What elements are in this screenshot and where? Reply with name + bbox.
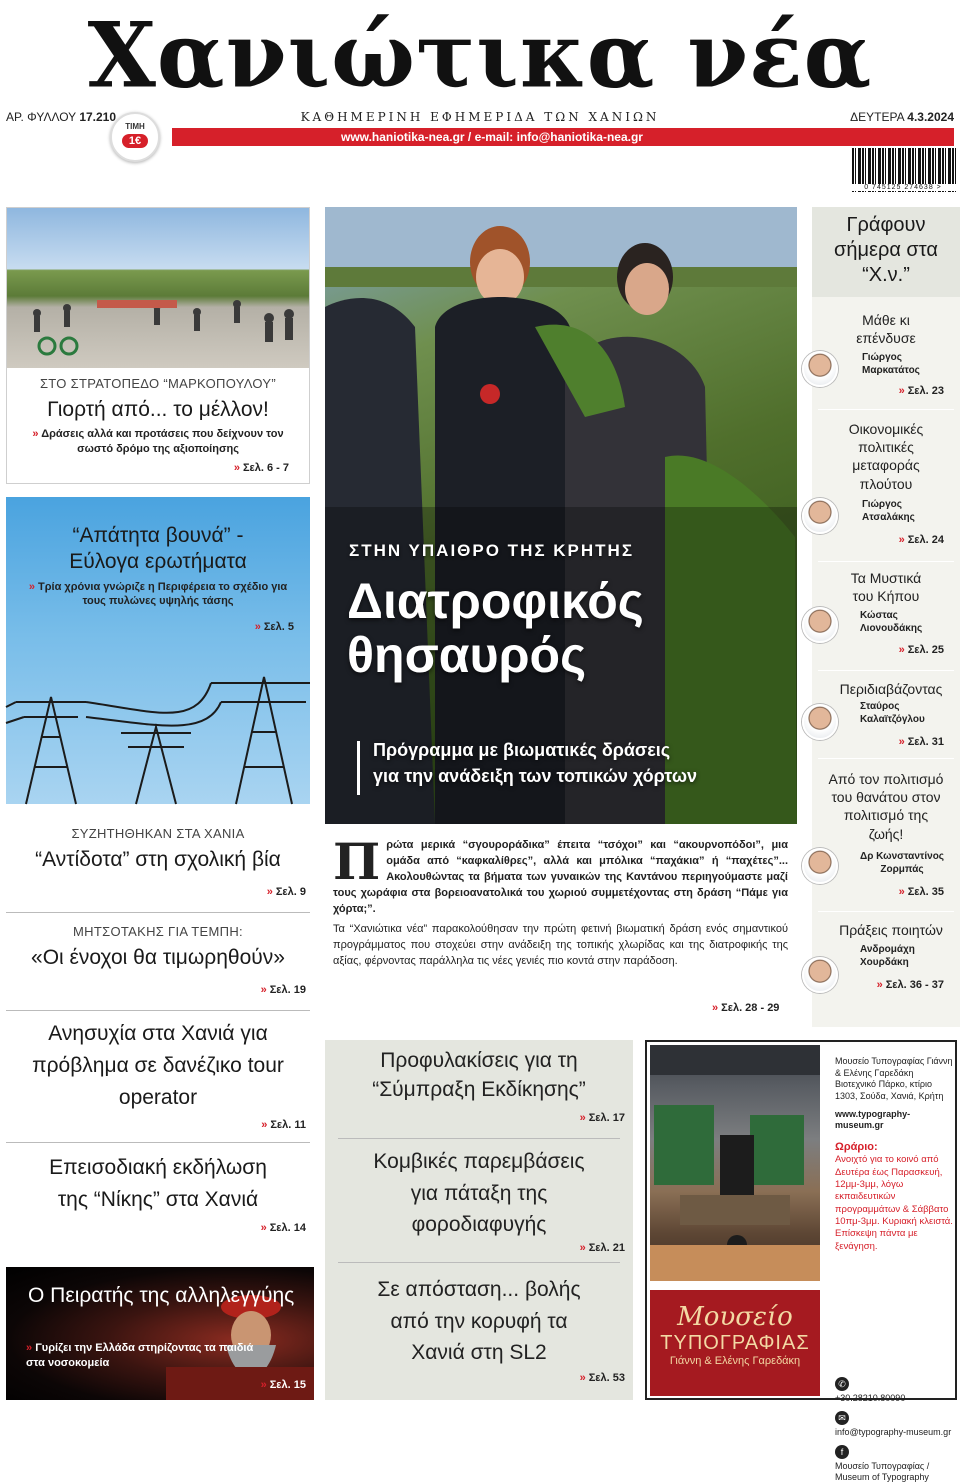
museum-url[interactable]: www.typography-museum.gr (835, 1108, 911, 1131)
opinion-author: Γιώργος Ατσαλάκης (862, 499, 915, 523)
opinion-head[interactable]: Τα Μυστικά του Κήπου (850, 570, 922, 605)
page-ref[interactable]: » Σελ. 19 (260, 984, 306, 996)
author-avatar (802, 351, 838, 387)
author-avatar (802, 848, 838, 884)
hero-page-ref[interactable]: » Σελ. 28 - 29 (712, 1002, 780, 1014)
museum-brand (650, 1290, 820, 1396)
hero-title-line2: θησαυρός (347, 626, 587, 683)
story-school-violence[interactable] (6, 826, 310, 910)
opinion-head[interactable]: Μάθε κι επένδυσε (856, 312, 916, 347)
sidebar-divider (818, 561, 954, 562)
museum-phone[interactable]: +30.28210.80090 (835, 1393, 906, 1404)
page-ref[interactable]: » Σελ. 9 (266, 886, 306, 898)
hours-title: Ωράριο: (835, 1141, 878, 1154)
hero-story[interactable] (325, 207, 797, 824)
page-ref[interactable]: » Σελ. 23 (898, 385, 944, 397)
issue-date (850, 110, 954, 124)
hero-sub-bar (357, 741, 360, 795)
story-kicker: ΣΥΖΗΤΗΘΗΚΑΝ ΣΤΑ ΧΑΝΙΑ (71, 826, 245, 841)
hero-title[interactable] (347, 575, 644, 682)
email-icon: ✉ (835, 1411, 849, 1425)
page-ref[interactable]: » Σελ. 25 (898, 644, 944, 656)
story-headline[interactable]: Ο Πειρατής της αλληλεγγύης (28, 1284, 295, 1307)
page-ref[interactable]: » Σελ. 6 - 7 (233, 462, 289, 474)
opinion-author: Ανδρομάχη Χουρδάκη (860, 944, 915, 968)
hero-lead: ρώτα μερικά “σγουροράδικα” έπειτα “τσόχοι” και “ακουρνοπόδοι”, μια ομάδα από “καφκαλίθρες”, αλλά και μπόλικα “παχάκια” ή “παχέτες”... Ακολουθώντας τα βήματα των γυναικών της Καντάνου περιηγούμαστε μαζί τους χωράφια στα βορειοανατολικά του χωριού συμμετέχοντας στη δράση “Πάμε για χόρτα;”. (333, 839, 788, 915)
brief-item[interactable] (325, 1046, 633, 1132)
story-headline[interactable]: «Οι ένοχοι θα τιμωρηθούν» (31, 946, 285, 969)
opinion-item[interactable] (812, 569, 960, 664)
story-sub: » Δράσεις αλλά και προτάσεις που δείχνουν τον σωστό δρόμο της αξιοποίησης (32, 428, 284, 456)
brief-head[interactable]: Προφυλακίσεις για τη “Σύμπραξη Εκδίκησης” (372, 1049, 586, 1102)
price-label: ΤΙΜΗ (125, 122, 145, 131)
opinion-author: Γιώργος Μαρκατάτος (862, 352, 920, 376)
museum-facebook[interactable]: Μουσείο Τυπογραφίας / Museum of Typography (835, 1460, 930, 1483)
page-ref[interactable]: » Σελ. 14 (260, 1222, 306, 1234)
opinion-author: Σταύρος Καλαϊτζόγλου (860, 701, 925, 725)
sidebar-title: Γράφουν σήμερα στα “Χ.ν.” (812, 207, 960, 297)
opinion-item[interactable] (812, 420, 960, 555)
divider (6, 1010, 310, 1011)
author-avatar (802, 607, 838, 643)
author-avatar (802, 498, 838, 534)
opinion-head[interactable]: Οικονομικές πολιτικές μεταφοράς πλούτου (848, 421, 924, 492)
story-tempi[interactable] (6, 924, 310, 1006)
date-day: ΔΕΥΤΕΡΑ (850, 110, 904, 124)
page-ref[interactable]: » Σελ. 5 (254, 621, 294, 633)
brief-item[interactable] (325, 1146, 633, 1258)
story-headline[interactable]: Ανησυχία στα Χανιά για πρόβλημα σε δανέζικο tour operator (32, 1022, 284, 1109)
issue-value: 17.210 (79, 110, 117, 124)
opinion-item[interactable] (812, 770, 960, 905)
phone-icon: ✆ (835, 1377, 849, 1391)
web-contact[interactable]: www.haniotika-nea.gr / e-mail: info@haniotika-nea.gr (341, 130, 643, 144)
page-ref[interactable]: » Σελ. 24 (898, 534, 944, 546)
story-headline[interactable]: “Αντίδοτα” στη σχολική βία (35, 848, 281, 871)
date-value: 4.3.2024 (907, 110, 954, 124)
story-niki-event[interactable] (6, 1152, 310, 1244)
museum-email[interactable]: info@typography-museum.gr (835, 1426, 952, 1437)
story-kicker: ΣΤΟ ΣΤΡΑΤΟΠΕΔΟ “ΜΑΡΚΟΠΟΥΛΟΥ” (39, 376, 277, 391)
hero-body: Τα “Χανιώτικα νέα” παρακολούθησαν την πρώτη φετινή βιωματική δράση ενός σημαντικού προγράμματος που στοχεύει στην ανάδειξη της τοπικής χλωρίδας και της διατροφικής της αξίας, φέρνοντας παράλληλα τις νέες γενιές πιο κοντά στην παράδοση. (333, 922, 788, 967)
facebook-icon: f (835, 1445, 849, 1459)
opinion-author: Κώστας Λιονουδάκης (860, 610, 923, 634)
page-ref[interactable]: » Σελ. 35 (898, 886, 944, 898)
opinion-head[interactable]: Πράξεις ποιητών (839, 922, 943, 938)
sidebar-divider (818, 670, 954, 671)
masthead-logo: Χανιώτικα νέα (87, 1, 873, 109)
story-pylons[interactable] (6, 497, 310, 804)
page-ref[interactable]: » Σελ. 11 (261, 1119, 306, 1131)
opinion-item[interactable] (812, 311, 960, 401)
brand-name: ΤΥΠΟΓΡΑΦΙΑΣ (660, 1332, 810, 1354)
opinion-author: Δρ Κωνσταντίνος Ζορμπάς (860, 851, 944, 875)
divider (6, 912, 310, 913)
divider (338, 1138, 620, 1139)
story-sub: » Τρία χρόνια γνώριζε η Περιφέρεια το σχέδιο για τους πυλώνες υψηλής τάσης (28, 580, 288, 608)
museum-photo (650, 1045, 820, 1281)
masthead-tagline: ΚΑΘΗΜΕΡΙΝΗ ΕΦΗΜΕΡΙΔΑ ΤΩΝ ΧΑΝΙΩΝ (300, 110, 660, 124)
story-headline[interactable]: Γιορτή από... το μέλλον! (47, 398, 269, 421)
pylons-illustration (6, 497, 310, 804)
story-tour-operator[interactable] (6, 1018, 310, 1138)
divider (6, 1142, 310, 1143)
story-headline[interactable]: “Απάτητα βουνά” - Εύλογα ερωτήματα (69, 524, 247, 574)
brief-head[interactable]: Σε απόσταση... βολής από την κορυφή τα Χανιά στη SL2 (377, 1278, 581, 1364)
author-avatar (802, 704, 838, 740)
author-avatar (802, 957, 838, 993)
page-ref[interactable]: » Σελ. 21 (579, 1242, 625, 1254)
page-ref[interactable]: » Σελ. 17 (579, 1112, 625, 1124)
brief-item[interactable] (325, 1274, 633, 1394)
brand-script: Μουσείο (677, 1302, 793, 1332)
page-ref[interactable]: » Σελ. 31 (898, 736, 944, 748)
festival-photo (7, 208, 309, 368)
hours-text: Ανοιχτό για το κοινό από Δευτέρα έως Παρασκευή, 12μμ-3μμ, λόγω εκπαιδευτικών προγραμμάτων & Σάββατο 10πμ-3μμ. Κυριακή κλειστά. Επίσκεψη πάντα με ξενάγηση. (835, 1154, 953, 1252)
opinion-item[interactable] (812, 680, 960, 750)
hero-kicker: ΣΤΗΝ ΥΠΑΙΘΡΟ ΤΗΣ ΚΡΗΤΗΣ (349, 541, 635, 560)
story-pirate[interactable] (6, 1267, 314, 1400)
opinion-head[interactable]: Από τον πολιτισμό του θανάτου στον πολιτισμό της ζωής! (828, 771, 944, 842)
brand-family: Γιάννη & Ελένης Γαρεδάκη (669, 1355, 801, 1367)
sidebar-divider (818, 758, 954, 759)
museum-address: Μουσείο Τυπογραφίας Γιάννη & Ελένης Γαρεδάκη Βιοτεχνικό Πάρκο, κτίριο 1303, Σούδα, Χανιά, Κρήτη (835, 1056, 953, 1102)
museum-info (835, 1056, 953, 1484)
page-ref[interactable]: » Σελ. 15 (260, 1379, 306, 1391)
hero-article-text (333, 832, 788, 970)
issue-label: ΑΡ. ΦΥΛΛΟΥ (6, 110, 76, 124)
sidebar-divider (818, 911, 954, 912)
opinion-item[interactable] (812, 921, 960, 1001)
hero-title-line1: Διατροφικός (347, 573, 644, 629)
hero-subtitle: Πρόγραμμα με βιωματικές δράσεις για την ανάδειξη των τοπικών χόρτων (373, 740, 698, 787)
story-headline[interactable]: Επεισοδιακή εκδήλωση της “Νίκης” στα Χανιά (49, 1156, 267, 1211)
story-kicker: ΜΗΤΣΟΤΑΚΗΣ ΓΙΑ ΤΕΜΠΗ: (73, 924, 243, 939)
price-value: 1€ (122, 134, 148, 148)
story-sub: » Γυρίζει την Ελλάδα στηρίζοντας τα παιδιά στα νοσοκομεία (26, 1342, 254, 1369)
opinion-head[interactable]: Περιδιαβάζοντας (839, 681, 943, 697)
page-ref[interactable]: » Σελ. 36 - 37 (876, 979, 944, 991)
drop-cap: Π (333, 832, 381, 891)
divider (338, 1262, 620, 1263)
sidebar-divider (818, 409, 954, 410)
brief-head[interactable]: Κομβικές παρεμβάσεις για πάταξη της φοροδιαφυγής (373, 1150, 585, 1236)
story-markopoulou[interactable] (6, 207, 310, 484)
barcode-number: 0 745125 274638 > (848, 184, 958, 191)
hero-photo (325, 207, 797, 824)
page-ref[interactable]: » Σελ. 53 (579, 1372, 625, 1384)
